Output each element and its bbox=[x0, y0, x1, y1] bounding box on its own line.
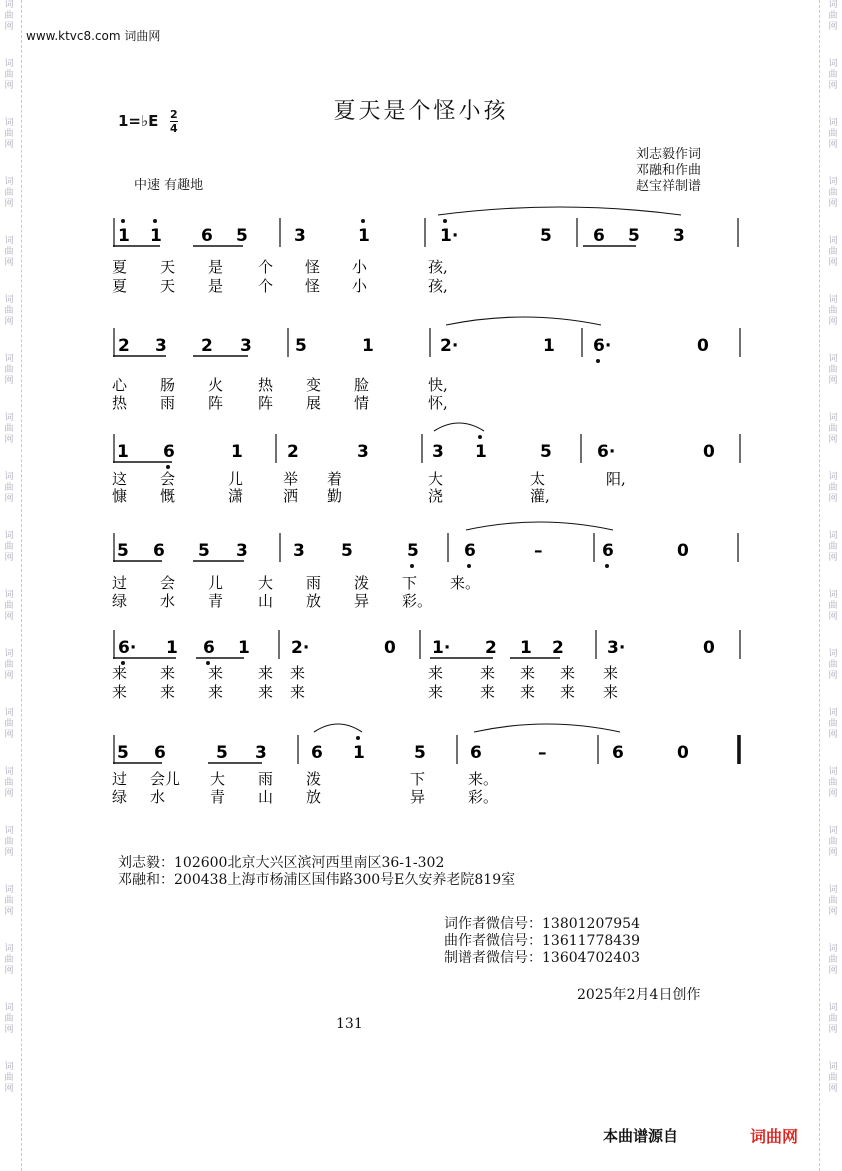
lyric-syllable: 阵 bbox=[258, 394, 274, 412]
watermark-text: 词 曲 网 bbox=[4, 0, 14, 32]
lyric-syllable: 快, bbox=[428, 376, 448, 394]
note: 1 bbox=[362, 336, 374, 356]
lyric-syllable: 异 bbox=[354, 592, 370, 610]
note: 6· bbox=[118, 638, 137, 658]
note: 5 bbox=[198, 541, 210, 561]
tie-slur bbox=[314, 724, 362, 732]
watermark-text: 词 曲 网 bbox=[828, 472, 838, 504]
lyric-syllable: 绿 bbox=[112, 788, 128, 806]
lyric-syllable: 肠 bbox=[160, 376, 176, 394]
watermark-text: 词 曲 网 bbox=[4, 177, 14, 209]
lyric-syllable: 异 bbox=[410, 788, 426, 806]
note: 1 bbox=[520, 638, 532, 658]
note: 0 bbox=[677, 743, 689, 763]
lyric-syllable: 山 bbox=[258, 592, 274, 610]
lyric-syllable: 会儿 bbox=[150, 770, 181, 788]
note: 6 bbox=[154, 743, 166, 763]
watermark-text: 词 曲 网 bbox=[4, 885, 14, 917]
note: 1 bbox=[475, 442, 487, 462]
note: 5 bbox=[117, 743, 129, 763]
watermark-text: 词 曲 网 bbox=[4, 767, 14, 799]
note: – bbox=[538, 743, 547, 763]
lyric-syllable: 过 bbox=[112, 770, 128, 788]
lyric-syllable: 会 bbox=[160, 574, 176, 592]
watermark-text: 词 曲 网 bbox=[828, 767, 838, 799]
watermark-text: 词 曲 网 bbox=[4, 236, 14, 268]
low-octave-dot bbox=[605, 564, 609, 568]
lyric-syllable: 大 bbox=[210, 770, 226, 788]
tie-slur bbox=[446, 317, 601, 325]
note: 6· bbox=[597, 442, 616, 462]
arranger-credit: 赵宝祥制谱 bbox=[636, 179, 702, 194]
lyric-syllable: 孩, bbox=[428, 277, 448, 295]
lyric-syllable: 泼 bbox=[306, 770, 322, 788]
note: 2· bbox=[440, 336, 459, 356]
watermark-text: 词 曲 网 bbox=[828, 885, 838, 917]
lyric-syllable: 灌, bbox=[530, 487, 550, 505]
lyric-syllable: 来 bbox=[428, 664, 444, 682]
lyric-syllable: 泼 bbox=[354, 574, 370, 592]
lyric-syllable: 着 bbox=[327, 470, 343, 488]
watermark-text: 词 曲 网 bbox=[828, 236, 838, 268]
note: 2 bbox=[287, 442, 299, 462]
lyric-syllable: 怀, bbox=[428, 394, 448, 412]
low-octave-dot bbox=[410, 564, 414, 568]
note: 2 bbox=[485, 638, 497, 658]
lyric-syllable: 山 bbox=[258, 788, 274, 806]
watermark-text: 词 曲 网 bbox=[828, 590, 838, 622]
note: 3 bbox=[357, 442, 369, 462]
lyric-syllable: 个 bbox=[258, 258, 274, 276]
high-octave-dot bbox=[121, 219, 125, 223]
watermark-text: 词 曲 网 bbox=[4, 649, 14, 681]
note: 6 bbox=[602, 541, 614, 561]
watermark-text: 词 曲 网 bbox=[828, 413, 838, 445]
lyric-syllable: 放 bbox=[306, 592, 322, 610]
lyric-syllable: 儿 bbox=[208, 574, 224, 592]
note: 1· bbox=[440, 226, 459, 246]
lyric-syllable: 是 bbox=[208, 258, 224, 276]
wechat-composer: 曲作者微信号：13611778439 bbox=[444, 933, 640, 949]
low-octave-dot bbox=[596, 359, 600, 363]
watermark-text: 词 曲 网 bbox=[4, 826, 14, 858]
note: 6 bbox=[201, 226, 213, 246]
lyric-syllable: 来 bbox=[290, 664, 306, 682]
note: 5 bbox=[540, 442, 552, 462]
note: 6 bbox=[470, 743, 482, 763]
note: 5 bbox=[341, 541, 353, 561]
lyric-syllable: 怪 bbox=[305, 258, 321, 276]
note: 1 bbox=[353, 743, 365, 763]
lyric-syllable: 来 bbox=[520, 664, 536, 682]
note: 5 bbox=[407, 541, 419, 561]
note: 1· bbox=[432, 638, 451, 658]
lyric-syllable: 浇 bbox=[428, 487, 444, 505]
watermark-text: 词 曲 网 bbox=[828, 826, 838, 858]
lyric-syllable: 大 bbox=[258, 574, 274, 592]
note: 1 bbox=[150, 226, 162, 246]
note: 1 bbox=[166, 638, 178, 658]
time-denominator: 4 bbox=[170, 122, 178, 135]
lyric-syllable: 来 bbox=[603, 683, 619, 701]
watermark-text: 词 曲 网 bbox=[4, 118, 14, 150]
lyric-syllable: 心 bbox=[112, 376, 128, 394]
lyric-syllable: 来 bbox=[428, 683, 444, 701]
lyric-syllable: 彩。 bbox=[468, 788, 499, 806]
page-number: 131 bbox=[336, 1016, 363, 1032]
lyric-syllable: 来 bbox=[112, 683, 128, 701]
note: 0 bbox=[384, 638, 396, 658]
note: 3 bbox=[255, 743, 267, 763]
note: 1 bbox=[118, 226, 130, 246]
watermark-text: 词 曲 网 bbox=[828, 1003, 838, 1035]
note: 3 bbox=[155, 336, 167, 356]
watermark-text: 词 曲 网 bbox=[4, 1062, 14, 1094]
lyric-syllable: 青 bbox=[210, 788, 226, 806]
lyric-syllable: 水 bbox=[160, 592, 176, 610]
lyric-syllable: 潇 bbox=[228, 487, 244, 505]
lyricist-credit: 刘志毅作词 bbox=[636, 147, 702, 162]
high-octave-dot bbox=[361, 219, 365, 223]
high-octave-dot bbox=[443, 219, 447, 223]
lyric-syllable: 个 bbox=[258, 277, 274, 295]
watermark-text: 词 曲 网 bbox=[4, 590, 14, 622]
watermark-text: 词 曲 网 bbox=[4, 295, 14, 327]
note: 6 bbox=[593, 226, 605, 246]
lyric-syllable: 来 bbox=[160, 683, 176, 701]
note: 3 bbox=[236, 541, 248, 561]
note: 5 bbox=[216, 743, 228, 763]
lyric-syllable: 慷 bbox=[112, 487, 128, 505]
key-signature: 1=♭E bbox=[118, 112, 159, 130]
lyric-syllable: 来 bbox=[480, 683, 496, 701]
note: 3 bbox=[240, 336, 252, 356]
lyric-syllable: 展 bbox=[306, 394, 322, 412]
lyric-syllable: 勤 bbox=[327, 487, 343, 505]
note: 2· bbox=[291, 638, 310, 658]
lyric-syllable: 来。 bbox=[468, 770, 499, 788]
note: 3 bbox=[673, 226, 685, 246]
lyric-syllable: 来 bbox=[603, 664, 619, 682]
lyric-syllable: 儿 bbox=[228, 470, 244, 488]
lyric-syllable: 来 bbox=[480, 664, 496, 682]
note: 0 bbox=[697, 336, 709, 356]
lyric-syllable: 来。 bbox=[450, 574, 481, 592]
lyric-syllable: 来 bbox=[560, 683, 576, 701]
lyric-syllable: 夏 bbox=[112, 258, 128, 276]
lyric-syllable: 下 bbox=[402, 574, 418, 592]
lyric-syllable: 热 bbox=[258, 376, 274, 394]
lyric-syllable: 慨 bbox=[160, 487, 176, 505]
low-octave-dot bbox=[166, 465, 170, 469]
note: 2 bbox=[118, 336, 130, 356]
lyric-syllable: 天 bbox=[160, 277, 176, 295]
watermark-text: 词 曲 网 bbox=[828, 1062, 838, 1094]
lyric-syllable: 这 bbox=[112, 470, 128, 488]
note: 6· bbox=[593, 336, 612, 356]
lyric-syllable: 太 bbox=[530, 470, 546, 488]
lyric-syllable: 脸 bbox=[354, 376, 370, 394]
note: 1 bbox=[543, 336, 555, 356]
watermark-text: 词 曲 网 bbox=[4, 413, 14, 445]
note: 5 bbox=[540, 226, 552, 246]
lyric-syllable: 阳, bbox=[606, 470, 626, 488]
lyric-syllable: 大 bbox=[428, 470, 444, 488]
watermark-text: 词 曲 网 bbox=[828, 0, 838, 32]
note: 5 bbox=[295, 336, 307, 356]
contact-composer: 邓融和：200438上海市杨浦区国伟路300号E久安养老院819室 bbox=[118, 872, 516, 888]
lyric-syllable: 小 bbox=[352, 277, 368, 295]
watermark-text: 词 曲 网 bbox=[828, 59, 838, 91]
tempo-marking: 中速 有趣地 bbox=[134, 178, 204, 193]
song-title: 夏天是个怪小孩 bbox=[333, 99, 509, 124]
watermark-text: 词 曲 网 bbox=[828, 708, 838, 740]
note: 6 bbox=[311, 743, 323, 763]
time-numerator: 2 bbox=[170, 108, 178, 121]
lyric-syllable: 来 bbox=[208, 664, 224, 682]
note: 3· bbox=[607, 638, 626, 658]
tie-slur bbox=[474, 724, 620, 732]
watermark-text: 词 曲 网 bbox=[828, 649, 838, 681]
low-octave-dot bbox=[467, 564, 471, 568]
note: 0 bbox=[703, 442, 715, 462]
lyric-syllable: 下 bbox=[410, 770, 426, 788]
site-url[interactable]: www.ktvc8.com 词曲网 bbox=[26, 29, 161, 43]
lyric-syllable: 火 bbox=[208, 376, 224, 394]
high-octave-dot bbox=[356, 736, 360, 740]
lyric-syllable: 来 bbox=[258, 664, 274, 682]
lyric-syllable: 举 bbox=[283, 470, 299, 488]
lyric-syllable: 热 bbox=[112, 394, 128, 412]
lyric-syllable: 情 bbox=[354, 394, 370, 412]
lyric-syllable: 会 bbox=[160, 470, 176, 488]
brand-logo[interactable]: 词曲网 bbox=[750, 1127, 799, 1146]
watermark-text: 词 曲 网 bbox=[828, 531, 838, 563]
note: 1 bbox=[117, 442, 129, 462]
note: 6 bbox=[163, 442, 175, 462]
note: 3 bbox=[293, 541, 305, 561]
note: 5 bbox=[117, 541, 129, 561]
watermark-text: 词 曲 网 bbox=[4, 472, 14, 504]
note: 5 bbox=[414, 743, 426, 763]
lyric-syllable: 过 bbox=[112, 574, 128, 592]
watermark-text: 词 曲 网 bbox=[4, 354, 14, 386]
lyric-syllable: 来 bbox=[112, 664, 128, 682]
tie-slur bbox=[466, 522, 613, 530]
tie-slur bbox=[438, 207, 681, 215]
watermark-text: 词 曲 网 bbox=[828, 354, 838, 386]
lyric-syllable: 来 bbox=[290, 683, 306, 701]
contact-lyricist: 刘志毅：102600北京大兴区滨河西里南区36-1-302 bbox=[118, 855, 445, 871]
note: 1 bbox=[238, 638, 250, 658]
note: 3 bbox=[432, 442, 444, 462]
watermark-text: 词 曲 网 bbox=[828, 177, 838, 209]
watermark-text: 词 曲 网 bbox=[828, 118, 838, 150]
watermark-text: 词 曲 网 bbox=[4, 531, 14, 563]
creation-date: 2025年2月4日创作 bbox=[577, 987, 701, 1003]
source-label: 本曲谱源自 bbox=[603, 1127, 679, 1145]
lyric-syllable: 水 bbox=[150, 788, 166, 806]
note: 3 bbox=[294, 226, 306, 246]
lyric-syllable: 是 bbox=[208, 277, 224, 295]
note: 0 bbox=[703, 638, 715, 658]
lyric-syllable: 雨 bbox=[306, 574, 322, 592]
high-octave-dot bbox=[478, 435, 482, 439]
note: 1 bbox=[231, 442, 243, 462]
lyric-syllable: 天 bbox=[160, 258, 176, 276]
note: 6 bbox=[612, 743, 624, 763]
lyric-syllable: 雨 bbox=[160, 394, 176, 412]
lyric-syllable: 青 bbox=[208, 592, 224, 610]
watermark-text: 词 曲 网 bbox=[4, 708, 14, 740]
watermark-text: 词 曲 网 bbox=[828, 295, 838, 327]
note: 6 bbox=[153, 541, 165, 561]
lyric-syllable: 变 bbox=[306, 376, 322, 394]
note: 2 bbox=[201, 336, 213, 356]
lyric-syllable: 孩, bbox=[428, 258, 448, 276]
lyric-syllable: 来 bbox=[560, 664, 576, 682]
lyric-syllable: 来 bbox=[258, 683, 274, 701]
watermark-text: 词 曲 网 bbox=[4, 59, 14, 91]
lyric-syllable: 来 bbox=[520, 683, 536, 701]
note: 5 bbox=[236, 226, 248, 246]
lyric-syllable: 夏 bbox=[112, 277, 128, 295]
composer-credit: 邓融和作曲 bbox=[636, 163, 702, 178]
lyric-syllable: 小 bbox=[352, 258, 368, 276]
lyric-syllable: 彩。 bbox=[402, 592, 433, 610]
lyric-syllable: 来 bbox=[160, 664, 176, 682]
wechat-lyricist: 词作者微信号：13801207954 bbox=[444, 916, 640, 932]
note: 6 bbox=[464, 541, 476, 561]
lyric-syllable: 放 bbox=[306, 788, 322, 806]
lyric-syllable: 怪 bbox=[305, 277, 321, 295]
lyric-syllable: 雨 bbox=[258, 770, 274, 788]
note: 5 bbox=[628, 226, 640, 246]
wechat-arranger: 制谱者微信号：13604702403 bbox=[444, 950, 640, 966]
watermark-text: 词 曲 网 bbox=[4, 1003, 14, 1035]
lyric-syllable: 绿 bbox=[112, 592, 128, 610]
note: 1 bbox=[358, 226, 370, 246]
watermark-text: 词 曲 网 bbox=[4, 944, 14, 976]
note: 0 bbox=[677, 541, 689, 561]
high-octave-dot bbox=[153, 219, 157, 223]
tie-slur bbox=[434, 423, 484, 431]
watermark-text: 词 曲 网 bbox=[828, 944, 838, 976]
lyric-syllable: 洒 bbox=[283, 487, 299, 505]
note: – bbox=[534, 541, 543, 561]
note: 2 bbox=[552, 638, 564, 658]
note: 6 bbox=[203, 638, 215, 658]
lyric-syllable: 来 bbox=[208, 683, 224, 701]
lyric-syllable: 阵 bbox=[208, 394, 224, 412]
